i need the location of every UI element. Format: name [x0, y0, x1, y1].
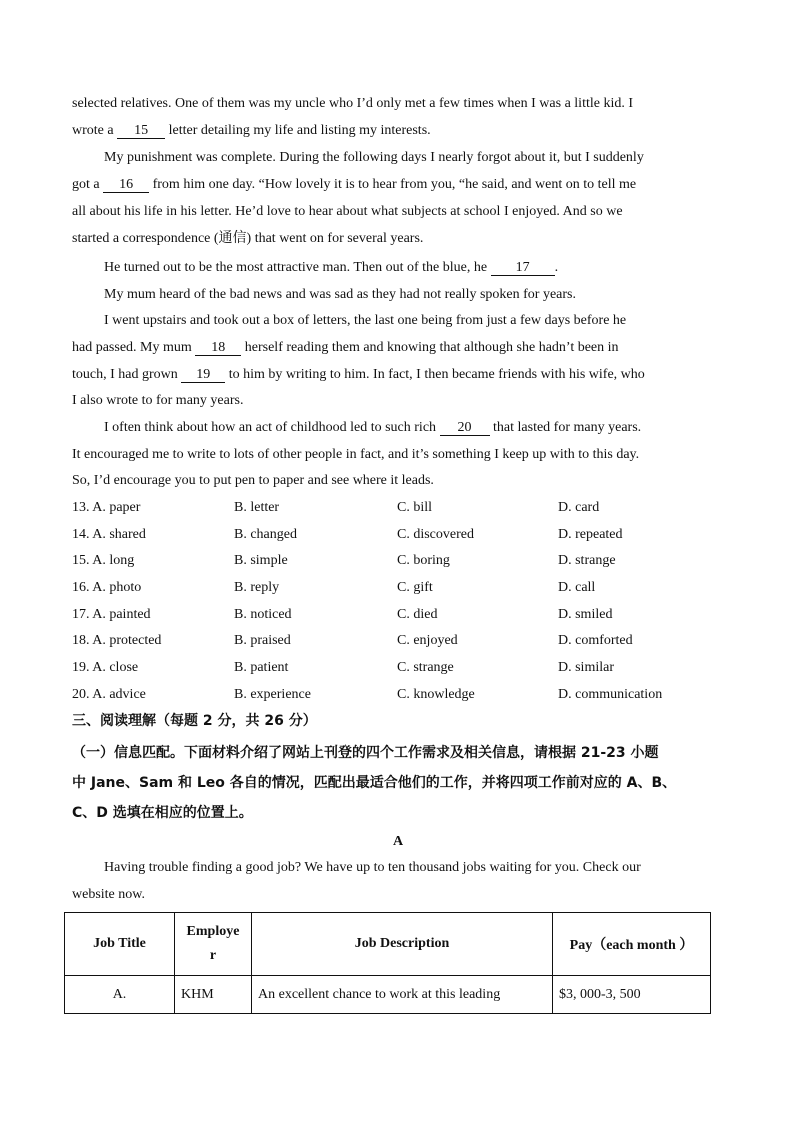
text-segment: touch, I had grown [72, 367, 182, 382]
option-b[interactable]: B. changed [234, 527, 297, 542]
option-b[interactable]: B. patient [234, 660, 289, 675]
option-c[interactable]: C. gift [397, 580, 433, 595]
text-segment: He turned out to be the most attractive man. Then out of the blue, he [104, 260, 491, 275]
option-b[interactable]: B. experience [234, 687, 311, 702]
cell-description: An excellent chance to work at this leading [252, 976, 553, 1014]
table-row [65, 976, 711, 1014]
passage-line: started a correspondence (通信) that went on for several years. [72, 231, 424, 246]
passage-line: selected relatives. One of them was my uncle who I’d only met a few times when I was a little kid. I [72, 96, 633, 111]
option-a[interactable]: 14. A. shared [72, 527, 146, 542]
option-a[interactable]: 15. A. long [72, 553, 135, 568]
blank-20[interactable]: 20 [440, 420, 490, 436]
option-c[interactable]: C. bill [397, 500, 433, 515]
passage-line: It encouraged me to write to lots of other people in fact, and it’s something I keep up with to this day. [72, 447, 640, 462]
option-c[interactable]: C. boring [397, 553, 450, 568]
option-a[interactable]: 13. A. paper [72, 500, 141, 515]
option-b[interactable]: B. praised [234, 633, 291, 648]
passage-line: I also wrote to for many years. [72, 393, 244, 408]
blank-19[interactable]: 19 [181, 367, 225, 383]
option-b[interactable]: B. simple [234, 553, 288, 568]
option-a[interactable]: 16. A. photo [72, 580, 142, 595]
instructions-line: （一）信息匹配。下面材料介绍了网站上刊登的四个工作需求及相关信息，请根据 21-23 小题 [72, 745, 659, 761]
option-d[interactable]: D. repeated [558, 527, 623, 542]
option-d[interactable]: D. communication [558, 687, 663, 702]
intro-line: Having trouble finding a good job? We have up to ten thousand jobs waiting for you. Check our [104, 860, 641, 875]
instructions-line: 中 Jane、Sam 和 Leo 各自的情况，匹配出最适合他们的工作，并将四项工作前对应的 A、B、 [72, 775, 677, 791]
cell-pay: $3, 000-3, 500 [553, 976, 711, 1014]
header-job-title: Job Title [65, 913, 175, 976]
passage-line [72, 122, 722, 140]
text-segment: I often think about how an act of childhood led to such rich [104, 420, 440, 435]
text-segment: wrote a [72, 123, 118, 138]
header-employer-line1: Employe [186, 924, 240, 939]
option-a[interactable]: 19. A. close [72, 660, 139, 675]
header-employer [175, 913, 252, 976]
passage-line [104, 259, 722, 277]
part-label: A [392, 834, 404, 849]
option-c[interactable]: C. enjoyed [397, 633, 458, 648]
header-pay: Pay（each month ） [553, 913, 711, 976]
passage-line [72, 339, 722, 357]
passage-line: I went upstairs and took out a box of letters, the last one being from just a few days before he [104, 313, 627, 328]
blank-17[interactable]: 17 [491, 260, 555, 276]
section-heading: 三、阅读理解（每题 2 分，共 26 分） [72, 713, 317, 729]
text-segment: . [554, 260, 559, 275]
header-description: Job Description [252, 913, 553, 976]
cell-job-title: A. [65, 976, 175, 1014]
text-segment: herself reading them and knowing that although she hadn’t been in [241, 340, 619, 355]
passage-line [72, 366, 722, 384]
option-a[interactable]: 17. A. painted [72, 607, 151, 622]
cell-employer: KHM [175, 976, 252, 1014]
option-d[interactable]: D. similar [558, 660, 614, 675]
option-b[interactable]: B. noticed [234, 607, 292, 622]
option-d[interactable]: D. call [558, 580, 596, 595]
option-b[interactable]: B. reply [234, 580, 280, 595]
text-segment: had passed. My mum [72, 340, 196, 355]
passage-line: So, I’d encourage you to put pen to paper and see where it leads. [72, 473, 434, 488]
option-c[interactable]: C. knowledge [397, 687, 475, 702]
passage-line: all about his life in his letter. He’d love to hear about what subjects at school I enjoyed. And so we [72, 204, 623, 219]
option-d[interactable]: D. card [558, 500, 600, 515]
passage-line: My punishment was complete. During the following days I nearly forgot about it, but I suddenly [104, 150, 644, 165]
blank-16[interactable]: 16 [103, 177, 149, 193]
option-c[interactable]: C. strange [397, 660, 454, 675]
text-segment: got a [72, 177, 104, 192]
option-c[interactable]: C. discovered [397, 527, 474, 542]
jobs-table [64, 912, 711, 1014]
option-d[interactable]: D. comforted [558, 633, 633, 648]
table-header-row [65, 913, 711, 976]
instructions-line: C、D 选填在相应的位置上。 [72, 805, 253, 821]
passage-line: My mum heard of the bad news and was sad as they had not really spoken for years. [104, 287, 576, 302]
option-b[interactable]: B. letter [234, 500, 280, 515]
text-segment: letter detailing my life and listing my interests. [168, 123, 431, 138]
text-segment: that lasted for many years. [489, 420, 642, 435]
passage-line [104, 419, 722, 437]
option-d[interactable]: D. smiled [558, 607, 613, 622]
text-segment: from him one day. “How lovely it is to hear from you, “he said, and went on to tell me [149, 177, 637, 192]
text-segment: to him by writing to him. In fact, I then became friends with his wife, who [225, 367, 645, 382]
option-a[interactable]: 20. A. advice [72, 687, 146, 702]
blank-15[interactable]: 15 [117, 123, 165, 139]
option-c[interactable]: C. died [397, 607, 438, 622]
passage-line [72, 176, 722, 194]
option-d[interactable]: D. strange [558, 553, 616, 568]
intro-line: website now. [72, 887, 145, 902]
blank-18[interactable]: 18 [195, 340, 241, 356]
option-a[interactable]: 18. A. protected [72, 633, 162, 648]
header-employer-line2: r [209, 948, 217, 963]
